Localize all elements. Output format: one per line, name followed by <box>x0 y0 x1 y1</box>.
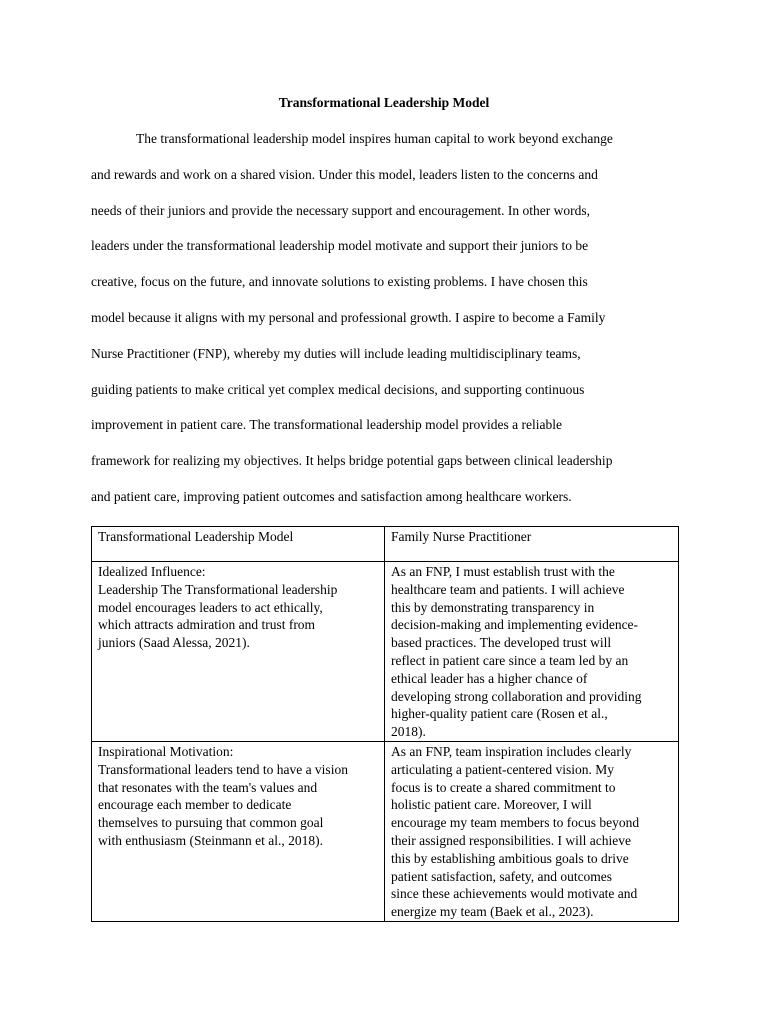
paragraph-line: and patient care, improving patient outcomes and satisfaction among healthcare workers. <box>91 488 572 504</box>
document-title: Transformational Leadership Model <box>278 95 490 110</box>
cell-text-line: Inspirational Motivation: <box>98 743 234 759</box>
cell-text-line: which attracts admiration and trust from <box>98 617 316 633</box>
cell-text-line: with enthusiasm (Steinmann et al., 2018). <box>98 832 323 848</box>
paragraph-line: model because it aligns with my personal and professional growth. I aspire to become a Family <box>91 309 606 325</box>
fnp-application-cell <box>385 562 679 742</box>
cell-text-line: juniors (Saad Alessa, 2021). <box>98 635 250 651</box>
cell-text-line: healthcare team and patients. I will achieve <box>391 581 625 597</box>
cell-text-line: their assigned responsibilities. I will achieve <box>391 832 631 848</box>
cell-text-line: themselves to pursuing that common goal <box>98 815 324 831</box>
cell-text-line: Transformational leaders tend to have a vision <box>98 761 348 777</box>
paragraph-line: framework for realizing my objectives. It helps bridge potential gaps between clinical leadership <box>91 453 613 469</box>
cell-text-line: encourage my team members to focus beyond <box>391 815 640 831</box>
paragraph-line: Nurse Practitioner (FNP), whereby my duties will include leading multidisciplinary teams, <box>91 345 581 361</box>
paragraph-line: creative, focus on the future, and innovate solutions to existing problems. I have chosen this <box>91 274 588 290</box>
leadership-dimension-cell <box>92 562 385 742</box>
paragraph-line: needs of their juniors and provide the necessary support and encouragement. In other words, <box>91 202 590 218</box>
cell-text-line: As an FNP, team inspiration includes clearly <box>391 743 632 759</box>
cell-text-line: based practices. The developed trust will <box>391 635 612 651</box>
cell-text-line: holistic patient care. Moreover, I will <box>391 797 592 813</box>
cell-text-line: this by establishing ambitious goals to drive <box>391 850 629 866</box>
paragraph-line: and rewards and work on a shared vision. Under this model, leaders listen to the concerns and <box>91 166 598 182</box>
cell-text-line: reflect in patient care since a team led by an <box>391 652 629 668</box>
cell-text-line: developing strong collaboration and providing <box>391 688 642 704</box>
cell-text-line: model encourages leaders to act ethically, <box>98 599 323 615</box>
cell-text-line: this by demonstrating transparency in <box>391 599 595 615</box>
cell-text-line: encourage each member to dedicate <box>98 797 292 813</box>
cell-text-line: Idealized Influence: <box>98 564 206 579</box>
cell-text-line: higher-quality patient care (Rosen et al., <box>391 706 608 722</box>
cell-text-line: Leadership The Transformational leadership <box>98 581 338 597</box>
cell-text-line: energize my team (Baek et al., 2023). <box>391 904 594 920</box>
body-paragraph <box>91 121 679 515</box>
paragraph-line: leaders under the transformational leadership model motivate and support their juniors to be <box>91 238 589 254</box>
paragraph-line: guiding patients to make critical yet complex medical decisions, and supporting continuous <box>91 381 585 397</box>
cell-text-line: articulating a patient-centered vision. My <box>391 761 615 777</box>
table-row <box>92 741 679 921</box>
cell-text-line: As an FNP, I must establish trust with the <box>391 564 615 579</box>
header-cell-fnp: Family Nurse Practitioner <box>385 527 679 562</box>
cell-text-line: ethical leader has a higher chance of <box>391 670 588 686</box>
cell-text-line: that resonates with the team's values and <box>98 779 318 795</box>
cell-text-line: patient satisfaction, safety, and outcomes <box>391 868 613 884</box>
fnp-application-cell <box>385 741 679 921</box>
leadership-dimension-cell <box>92 741 385 921</box>
table-header-row <box>92 527 679 562</box>
cell-text-line: focus is to create a shared commitment to <box>391 779 616 795</box>
paragraph-line: improvement in patient care. The transformational leadership model provides a reliable <box>91 417 562 433</box>
cell-text-line: 2018). <box>391 724 426 740</box>
table-row <box>92 562 679 742</box>
cell-text-line: decision-making and implementing evidence- <box>391 617 639 633</box>
paragraph-line: The transformational leadership model inspires human capital to work beyond exchange <box>136 131 613 146</box>
cell-text-line: since these achievements would motivate and <box>391 886 638 902</box>
header-cell-model: Transformational Leadership Model <box>92 527 385 562</box>
leadership-comparison-table <box>91 526 679 922</box>
